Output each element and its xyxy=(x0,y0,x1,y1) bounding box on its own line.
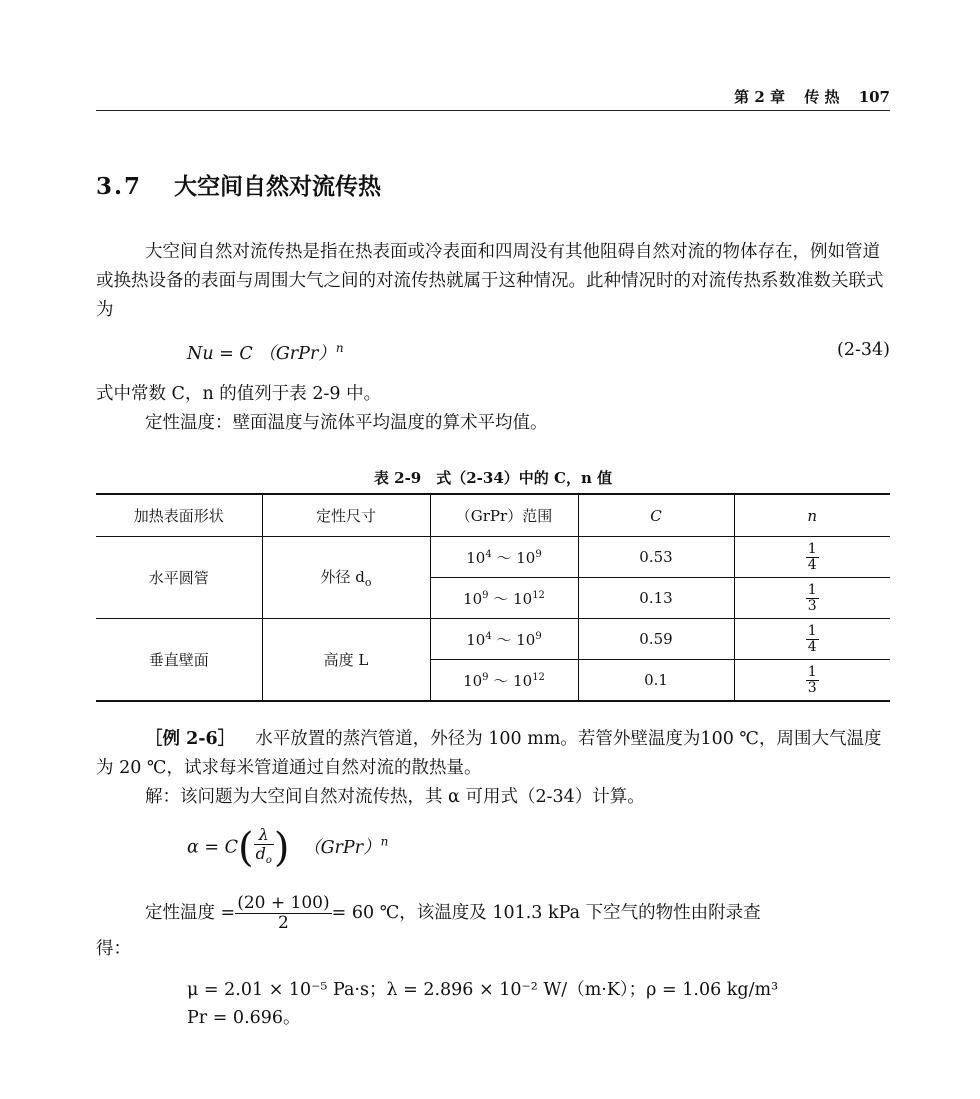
n-numerator: 1 xyxy=(807,663,817,680)
section-number: 3.7 xyxy=(96,173,143,200)
example-label: ［例 2-6］ xyxy=(145,729,236,749)
n-numerator: 1 xyxy=(807,622,817,639)
example-paragraph xyxy=(96,725,890,812)
lambda-numerator: λ xyxy=(254,826,274,845)
size-subscript: o xyxy=(364,576,372,589)
n-fraction xyxy=(806,542,819,573)
range-exp: 12 xyxy=(532,671,545,683)
range-exp: 9 xyxy=(535,548,542,560)
c-cell: 0.59 xyxy=(578,619,734,660)
properties-block xyxy=(187,976,778,1032)
range-base: 10 xyxy=(513,671,533,690)
header-shape: 加热表面形状 xyxy=(96,494,262,537)
section-title xyxy=(96,168,381,201)
shape-cell: 水平圆管 xyxy=(96,537,262,619)
range-base: 10 xyxy=(463,589,483,608)
table-header-row xyxy=(96,494,890,537)
c-cell: 0.13 xyxy=(578,578,734,619)
range-cell: $10^4$ ～ $10^9$ xyxy=(430,619,578,660)
temperature-text xyxy=(96,894,890,933)
n-cell xyxy=(734,537,890,578)
alpha-lhs: α = C xyxy=(187,837,238,858)
n-cell xyxy=(734,619,890,660)
range-base: 10 xyxy=(463,671,483,690)
lambda-over-d-fraction xyxy=(254,826,274,870)
example-text xyxy=(96,725,890,783)
range-base: 10 xyxy=(513,589,533,608)
alpha-rhs: （GrPr） xyxy=(303,837,381,858)
after-equation-text xyxy=(96,380,890,438)
equation-exponent: n xyxy=(335,341,344,356)
range-exp: 9 xyxy=(535,630,542,642)
example-body: 水平放置的蒸汽管道，外径为 100 mm。若管外壁温度为100 ℃，周围大气温度为 20 ℃，试求每米管道通过自然对流的散热量。 xyxy=(96,729,882,778)
d-symbol: d xyxy=(255,843,266,863)
range-exp: 9 xyxy=(482,671,489,683)
intro-paragraph xyxy=(96,238,890,325)
n-denominator: 4 xyxy=(807,638,817,655)
temperature-cont: 得： xyxy=(96,939,131,959)
range-exp: 4 xyxy=(485,630,492,642)
temperature-label: 定性温度 = xyxy=(145,903,236,923)
range-base: 10 xyxy=(516,630,536,649)
temperature-line xyxy=(96,894,890,964)
range-exp: 9 xyxy=(482,589,489,601)
n-denominator: 3 xyxy=(807,679,817,696)
page-number: 107 xyxy=(858,88,890,106)
range-base: 10 xyxy=(466,630,486,649)
n-fraction xyxy=(806,583,819,614)
header-range: （GrPr）范围 xyxy=(430,494,578,537)
n-cell xyxy=(734,578,890,619)
solution-text: 解：该问题为大空间自然对流传热，其 α 可用式（2-34）计算。 xyxy=(145,787,645,807)
temperature-rest: = 60 ℃，该温度及 101.3 kPa 下空气的物性由附录查 xyxy=(331,903,761,923)
qualitative-temp-note: 定性温度：壁面温度与流体平均温度的算术平均值。 xyxy=(145,413,548,433)
size-text: 外径 d xyxy=(320,568,365,586)
c-cell: 0.1 xyxy=(578,660,734,702)
n-fraction xyxy=(806,665,819,696)
header-size: 定性尺寸 xyxy=(262,494,430,537)
left-paren-icon: ( xyxy=(238,825,254,871)
temperature-denominator: 2 xyxy=(278,913,289,933)
size-cell xyxy=(262,537,430,619)
size-text: 高度 L xyxy=(323,651,369,669)
n-cell xyxy=(734,660,890,702)
table-row xyxy=(96,619,890,660)
range-base: 10 xyxy=(516,548,536,567)
right-paren-icon: ) xyxy=(273,825,290,871)
n-denominator: 4 xyxy=(807,556,817,573)
table-2-9 xyxy=(96,493,890,702)
properties-line-1: μ = 2.01 × 10⁻⁵ Pa·s；λ = 2.896 × 10⁻² W/（m·K）；ρ = 1.06 kg/m³ xyxy=(187,980,779,1000)
n-numerator: 1 xyxy=(807,540,817,557)
intro-text: 大空间自然对流传热是指在热表面或冷表面和四周没有其他阻碍自然对流的物体存在，例如管道或换热设备的表面与周围大气之间的对流传热就属于这种情况。此种情况时的对流传热系数准数关联式为 xyxy=(96,242,884,320)
temperature-numerator: (20 + 100) xyxy=(237,893,330,913)
n-numerator: 1 xyxy=(807,581,817,598)
table-caption: 表 2-9 式（2-34）中的 C，n 值 xyxy=(373,469,613,487)
d-denominator xyxy=(254,845,274,870)
c-cell: 0.53 xyxy=(578,537,734,578)
n-denominator: 3 xyxy=(807,597,817,614)
equation-body: Nu = C （GrPr） xyxy=(187,344,336,364)
size-cell xyxy=(262,619,430,702)
properties-line-2: Pr = 0.696。 xyxy=(187,1008,301,1028)
section-title-text: 大空间自然对流传热 xyxy=(174,173,381,200)
header-n: n xyxy=(734,494,890,537)
header-c: C xyxy=(578,494,734,537)
constants-note: 式中常数 C，n 的值列于表 2-9 中。 xyxy=(96,384,382,404)
shape-cell: 垂直壁面 xyxy=(96,619,262,702)
running-head xyxy=(96,86,890,108)
range-exp: 4 xyxy=(485,548,492,560)
chapter-title: 传 热 xyxy=(804,88,840,106)
range-cell: $10^9$ ～ $10^{12}$ xyxy=(430,578,578,619)
n-fraction xyxy=(806,624,819,655)
temperature-fraction xyxy=(235,894,331,933)
alpha-exponent: n xyxy=(380,834,389,849)
alpha-formula xyxy=(187,825,388,871)
range-cell: $10^4$ ～ $10^9$ xyxy=(430,537,578,578)
range-exp: 12 xyxy=(532,589,545,601)
equation-2-34 xyxy=(187,340,344,365)
equation-number: (2-34) xyxy=(837,340,890,360)
table-row xyxy=(96,537,890,578)
range-cell: $10^9$ ～ $10^{12}$ xyxy=(430,660,578,702)
header-rule xyxy=(96,110,890,111)
chapter-label: 第 2 章 xyxy=(734,88,785,106)
d-subscript: o xyxy=(265,855,272,867)
range-base: 10 xyxy=(466,548,486,567)
